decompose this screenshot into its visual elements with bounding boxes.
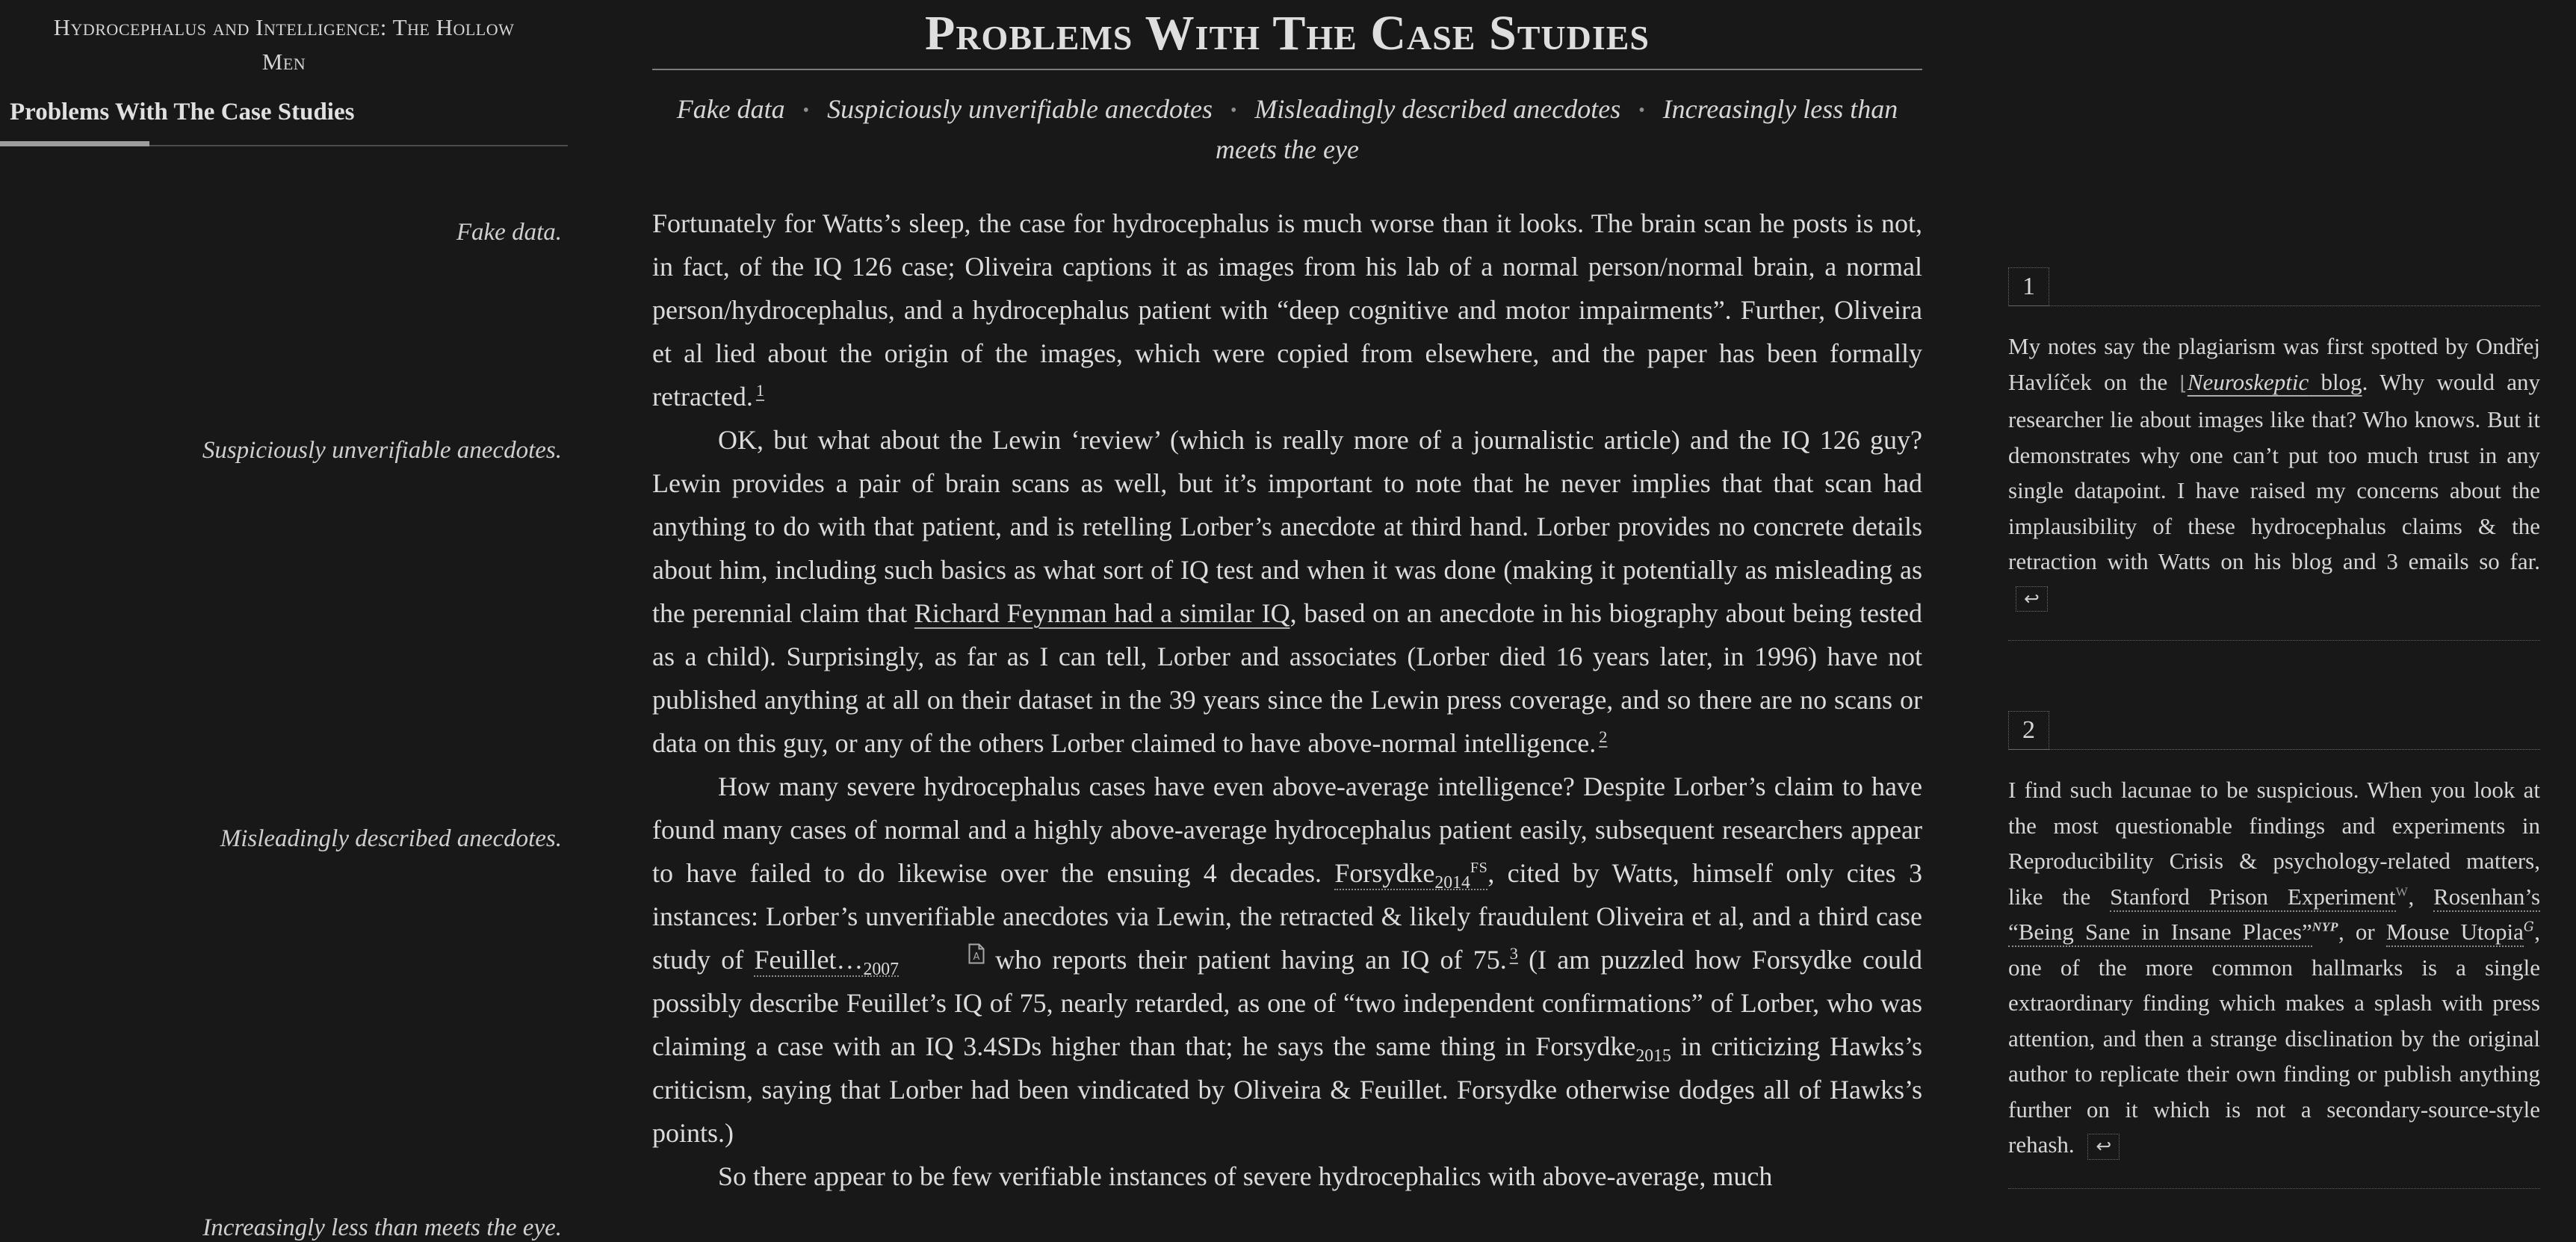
margin-note: Suspiciously unverifiable anecdotes. — [202, 437, 562, 464]
nyp-link-suffix-icon: NYP — [2312, 919, 2338, 934]
sidenote-separator — [2008, 1188, 2540, 1189]
text: Fortunately for Watts’s sleep, the case for hydrocephalus is much worse than it looks. The brain scan he posts is not, in fact, of the IQ 126 case; Oliveira captions it as images from his lab of a normal person/normal brain, a normal person/hydrocephalus, and a hydrocephalus patient with “deep cognitive and motor impairments”. Further, Oliveira et al lied about the origin of the images, which were copied from elsewhere, and the paper has been formally retracted. — [652, 208, 1922, 412]
section-subtitle — [652, 90, 1922, 169]
text: My notes say the plagiarism was first spotted by Ondřej Havlíček on the — [2008, 333, 2540, 395]
bullet-separator-icon: • — [1230, 101, 1237, 120]
link[interactable] — [2188, 369, 2362, 395]
subtitle-item: Fake data — [676, 94, 785, 124]
margin-notes — [0, 0, 562, 1241]
paragraph — [652, 765, 1922, 1155]
text: Neuroskeptic — [2187, 368, 2309, 395]
footnote-ref[interactable]: 2 — [1599, 727, 1608, 746]
article-body — [652, 202, 1922, 1198]
text: , — [2408, 883, 2434, 910]
sidenote-separator — [2008, 640, 2540, 641]
section-title: Problems With The Case Studies — [925, 6, 1650, 60]
text: , or — [2338, 919, 2386, 945]
margin-note: Fake data. — [456, 219, 562, 246]
text: Feuillet… — [754, 945, 864, 975]
page-title-link[interactable]: Hydrocephalus and Intelligence: The Hollow Men — [53, 14, 515, 75]
paragraph — [652, 202, 1922, 418]
footnote-ref[interactable]: 1 — [755, 381, 765, 400]
link[interactable]: Stanford Prison Experiment — [2110, 884, 2395, 912]
wikipedia-link-suffix-icon: W — [2395, 884, 2409, 899]
text: (I am puzzled how Forsydke could possibly describe Feuillet’s IQ of 75, nearly retarded, as one of “two independent confirmations” of Lorber, who was claiming a case with an IQ 3.4SDs higher than that; he says the same thing in Forsydke — [652, 945, 1923, 1061]
margin-note: Misleadingly described anecdotes. — [220, 825, 562, 852]
text: , based on an anecdote in his biography about being tested as a child). Surprisingly, as far as I can tell, Lorber and associates (Lorber died 16 years later, in 1996) have not published anything at all on their dataset in the 39 years since the Lewin press coverage, and so there are no scans or data on this guy, or any of the others Lorber claimed to have above-normal intelligence. — [652, 598, 1922, 758]
backlink-icon[interactable]: ↩ — [2087, 1134, 2120, 1160]
margin-note: Increasingly less than meets the eye. — [202, 1214, 562, 1241]
svg-text:A: A — [973, 951, 980, 963]
title-rule — [652, 69, 1922, 70]
sidenote-text — [2008, 772, 2540, 1163]
text: in criticizing Hawks’s criticism, saying that Lorber had been vindicated by Oliveira & Feuillet. Forsydke otherwise dodges all of Hawks’s points.) — [652, 1031, 1923, 1148]
text: Forsydke — [1334, 858, 1435, 888]
text: How many severe hydrocephalus cases have even above-average intelligence? Despite Lorber’s claim to have found many cases of normal and a highly above-average hydrocephalus patient easily, subsequent researchers appear to have failed to do likewise over the ensuing 4 decades. — [652, 771, 1922, 888]
subtitle-item: Increasingly less than meets the eye — [1216, 94, 1898, 164]
text: FS — [1470, 860, 1488, 876]
gwern-link-suffix-icon: G — [2523, 919, 2535, 935]
link[interactable]: Rosenhan’s “Being Sane in Insane Places” — [2008, 884, 2540, 948]
text: , cited by Watts, himself only cites 3 instances: Lorber’s unverifiable anecdotes via Lewin, the retracted & likely fraudulent Oliveira et al, and a third case study of — [652, 858, 1922, 975]
backlink-icon[interactable]: ↩ — [2016, 586, 2048, 612]
link[interactable]: Mouse Utopia — [2386, 919, 2524, 947]
toc-item-current[interactable]: Problems With The Case Studies — [10, 99, 355, 125]
subtitle-item: Suspiciously unverifiable anecdotes — [827, 94, 1213, 124]
text: who reports their patient having an IQ of 75. — [984, 945, 1507, 975]
sidenote-header — [2008, 711, 2540, 750]
text: 2014 — [1434, 873, 1470, 893]
text: OK, but what about the Lewin ‘review’ (which is really more of a journalistic article) and the IQ 126 guy? Lewin provides a pair of brain scans as well, but it’s important to note that he never implies that that scan had anything to do with that patient, and is retelling Lorber’s anecdote at third hand. Lorber provides no concrete details about him, including such basics as what sort of IQ test and when it was done (making it potentially as misleading as the perennial claim that — [652, 425, 1922, 628]
text: I find such lacunae to be suspicious. When you look at the most questionable findings and experiments in Reproducibility Crisis & psychology-related matters, like the — [2008, 777, 2540, 910]
pdf-icon[interactable] — [902, 943, 985, 964]
link[interactable]: Richard Feynman had a similar IQ — [914, 598, 1290, 628]
sidenote-header — [2008, 267, 2540, 306]
bullet-separator-icon: • — [802, 101, 810, 120]
paragraph — [652, 418, 1922, 765]
sidenote-text — [2008, 329, 2540, 615]
link[interactable] — [754, 945, 899, 980]
link-bracket-icon: ⌊ — [2179, 372, 2188, 395]
text: So there appear to be few verifiable instances of severe hydrocephalics with above-average, much — [718, 1161, 1773, 1191]
text: blog — [2309, 368, 2362, 395]
sidenote — [2008, 711, 2540, 1189]
sidenote-column — [2008, 0, 2540, 1225]
article — [652, 0, 1922, 1198]
sidenote-number[interactable]: 2 — [2008, 711, 2049, 750]
link[interactable] — [1334, 858, 1488, 893]
text: , one of the more common hallmarks is a single extraordinary finding which makes a splash with press attention, and then a strange disclination by the original author to replicate their own finding or publish anything further on it which is not a secondary-source-style rehash. — [2008, 919, 2540, 1158]
sidenote — [2008, 267, 2540, 641]
subtitle-item: Misleadingly described anecdotes — [1254, 94, 1621, 124]
sidenote-number[interactable]: 1 — [2008, 267, 2049, 306]
bullet-separator-icon: • — [1638, 101, 1645, 120]
text: 2007 — [863, 960, 899, 980]
paragraph — [652, 1155, 1922, 1198]
text: 2015 — [1635, 1046, 1671, 1066]
footnote-ref[interactable]: 3 — [1509, 944, 1518, 963]
text: . Why would any researcher lie about images like that? Who knows. But it demonstrates why one can’t put too much trust in any single datapoint. I have raised my concerns about the implausibility of these hydrocephalus claims & the retraction with Watts on his blog and 3 emails so far. — [2008, 368, 2540, 574]
